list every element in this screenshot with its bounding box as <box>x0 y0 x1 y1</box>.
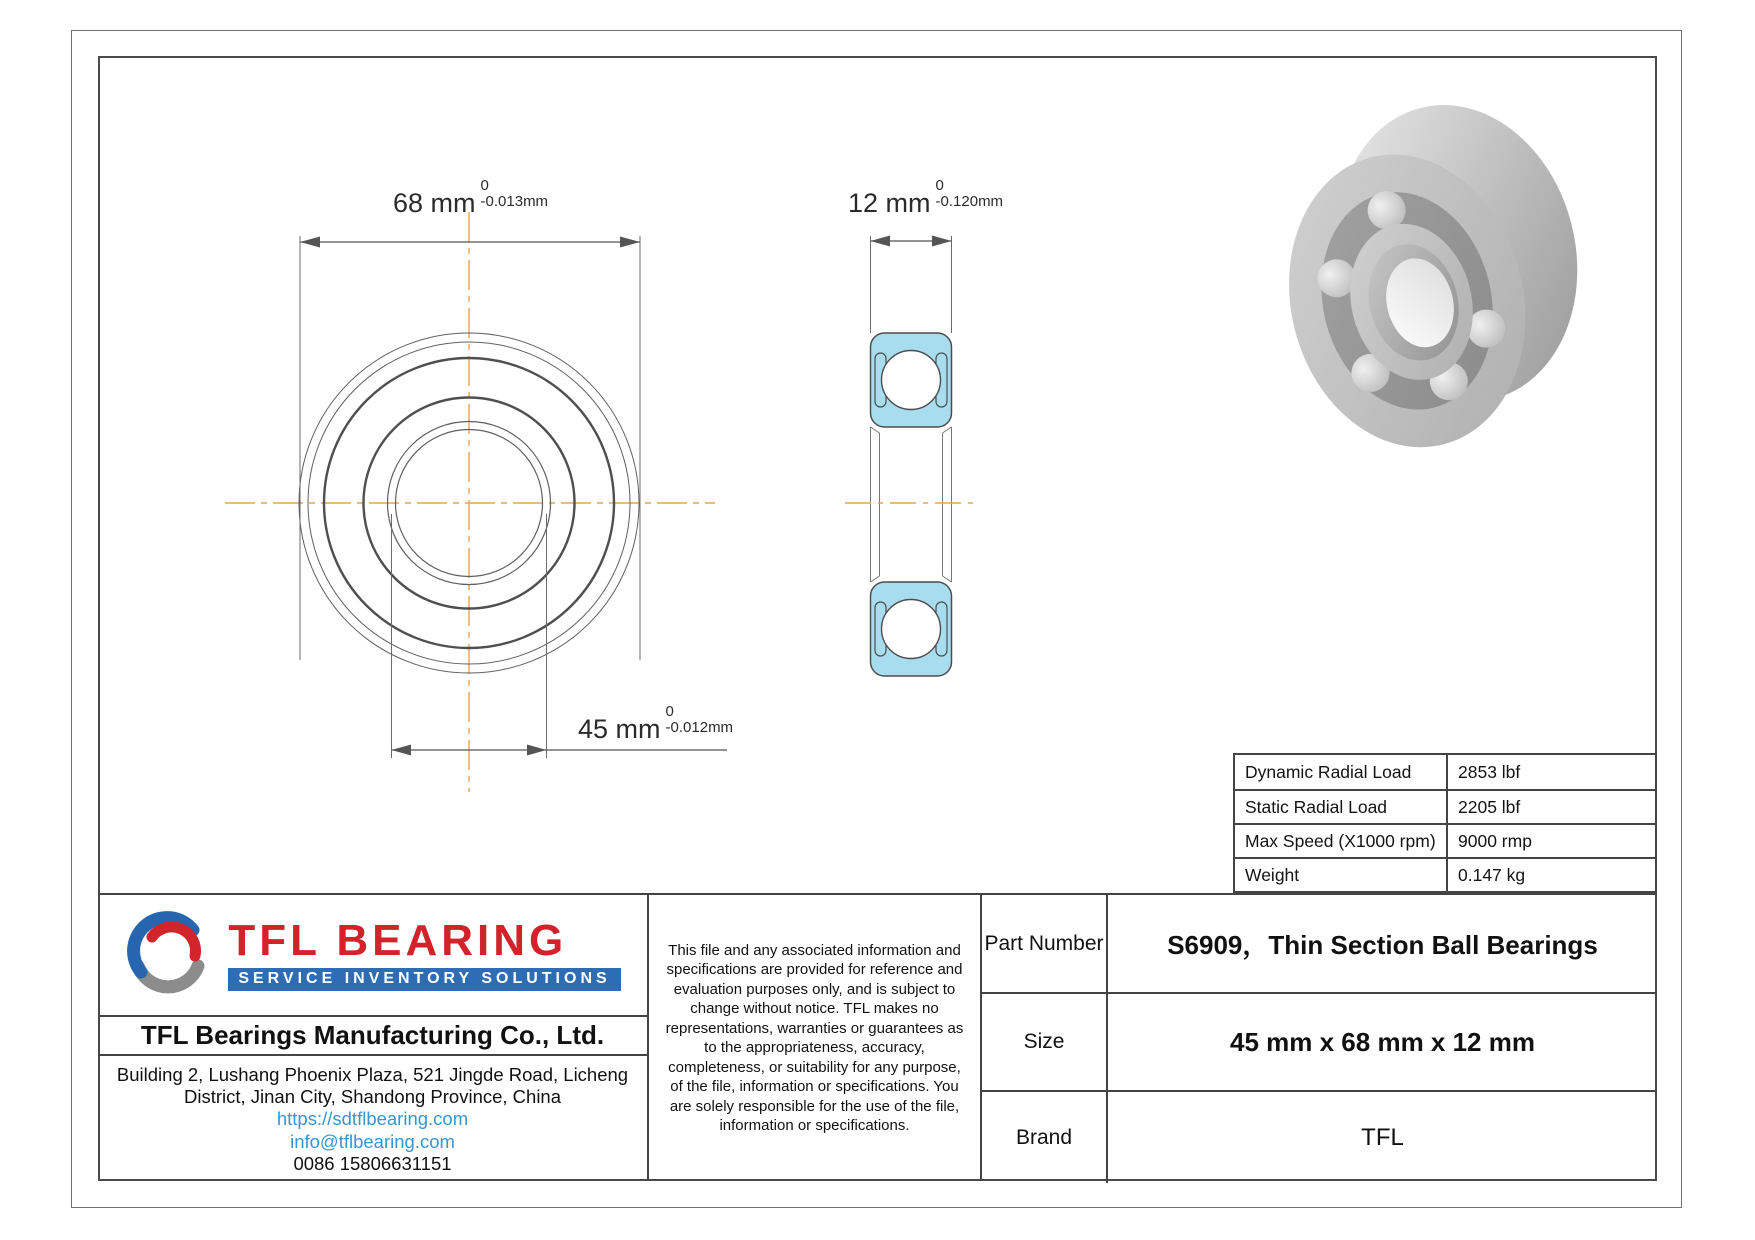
spec-value: 2205 lbf <box>1458 796 1521 817</box>
logo-text <box>228 916 620 991</box>
company-panel <box>98 895 647 1181</box>
phone-number: 0086 15806631151 <box>293 1152 452 1174</box>
logo-swirl-icon <box>124 909 214 1001</box>
dim-od-tolerance: 0 -0.013mm <box>480 177 549 210</box>
part-info-table <box>982 895 1657 1181</box>
email-link[interactable]: info@tflbearing.com <box>290 1130 455 1152</box>
dim-width-label <box>848 177 1004 222</box>
field-label: Brand <box>982 1092 1108 1183</box>
specs-table <box>1233 753 1657 893</box>
field-value: TFL <box>1361 1123 1404 1151</box>
spec-row-static-load <box>1235 789 1655 823</box>
field-row-size <box>982 992 1657 1090</box>
field-row-part-number <box>982 895 1657 992</box>
spec-value: 2853 lbf <box>1458 761 1521 782</box>
dim-bore-tolerance: 0 -0.012mm <box>665 703 734 736</box>
company-address-line1: Building 2, Lushang Phoenix Plaza, 521 Jingde Road, Licheng <box>116 1064 629 1086</box>
spec-row-weight <box>1235 857 1655 891</box>
spec-value: 9000 rmp <box>1458 830 1532 851</box>
field-label: Part Number <box>982 895 1108 992</box>
company-address-line2: District, Jinan City, Shandong Province, China <box>183 1086 562 1108</box>
bearing-3d-render <box>1250 79 1616 472</box>
brand-tagline: SERVICE INVENTORY SOLUTIONS <box>228 968 620 991</box>
spec-label: Dynamic Radial Load <box>1235 755 1448 789</box>
field-value: 45 mm x 68 mm x 12 mm <box>1230 1026 1535 1057</box>
dim-od-value: 68 mm <box>393 188 476 218</box>
field-row-brand <box>982 1090 1657 1183</box>
section-view-drawing <box>845 236 978 677</box>
brand-title: TFL BEARING <box>228 916 568 965</box>
disclaimer-text: This file and any associated information and specifications are provided for reference and evaluation purposes only, and is subject to change without notice. TFL makes no representations, warranties or guarantees as to the appropriateness, accuracy, completeness, or suitability for any purpose, of the file, information or specifications. You are solely responsible for the use of the file, information or specifications. <box>647 895 982 1181</box>
spec-label: Max Speed (X1000 rpm) <box>1235 825 1448 857</box>
field-value: S6909，Thin Section Ball Bearings <box>1167 930 1598 960</box>
company-name: TFL Bearings Manufacturing Co., Ltd. <box>98 1015 647 1056</box>
company-contact <box>98 1056 647 1183</box>
dim-width-tolerance: 0 -0.120mm <box>935 177 1004 210</box>
dim-bore-label <box>578 703 734 748</box>
dim-width-value: 12 mm <box>848 188 931 218</box>
company-logo <box>98 895 647 1015</box>
spec-row-dynamic-load <box>1235 755 1655 789</box>
dim-bore-value: 45 mm <box>578 714 661 744</box>
front-view-drawing <box>225 212 727 792</box>
spec-label: Static Radial Load <box>1235 791 1448 823</box>
dim-od-label <box>393 177 549 222</box>
website-link[interactable]: https://sdtflbearing.com <box>276 1108 469 1130</box>
field-label: Size <box>982 994 1108 1090</box>
spec-value: 0.147 kg <box>1458 864 1526 885</box>
spec-row-max-speed <box>1235 823 1655 857</box>
title-block <box>98 893 1657 1181</box>
spec-label: Weight <box>1235 859 1448 891</box>
